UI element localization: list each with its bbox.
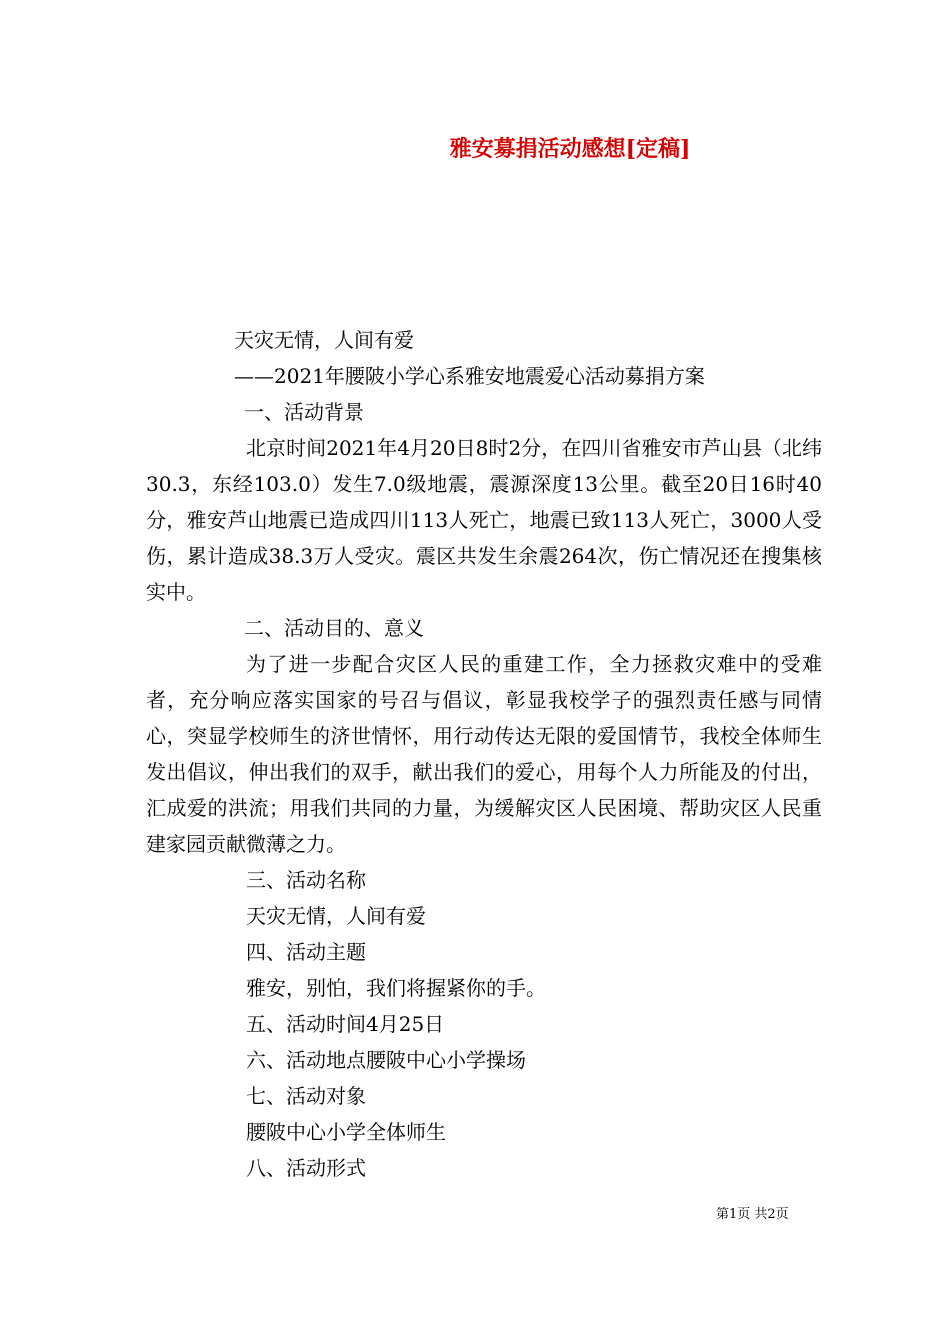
document-body bbox=[146, 322, 822, 1186]
intro-line: 天灾无情，人间有爱 bbox=[234, 328, 414, 352]
paragraph-purpose: 为了进一步配合灾区人民的重建工作，全力拯救灾难中的受难者，充分响应落实国家的号召与倡议，彰显我校学子的强烈责任感与同情心，突显学校师生的济世情怀，用行动传达无限的爱国情节，我校全体师生发出倡议，伸出我们的双手，献出我们的爱心，用每个人力所能及的付出，汇成爱的洪流；用我们共同的力量，为缓解灾区人民困境、帮助灾区人民重建家园贡献微薄之力。 bbox=[146, 652, 822, 856]
section-heading: 三、活动名称 bbox=[246, 868, 366, 892]
document-title: 雅安募捐活动感想[定稿] bbox=[449, 136, 691, 162]
paragraph-background: 北京时间2021年4月20日8时2分，在四川省雅安市芦山县（北纬30.3，东经103.0）发生7.0级地震，震源深度13公里。截至20日16时40分，雅安芦山地震已造成四川113人死亡，地震已致113人死亡，3000人受伤，累计造成38.3万人受灾。震区共发生余震264次，伤亡情况还在搜集核实中。 bbox=[146, 436, 822, 604]
section-heading: 四、活动主题 bbox=[246, 940, 366, 964]
page-number-footer: 第1页 共2页 bbox=[716, 1207, 789, 1222]
section-value: 腰陂中心小学全体师生 bbox=[246, 1120, 446, 1144]
section-heading: 二、活动目的、意义 bbox=[244, 616, 424, 640]
section-heading: 六、活动地点腰陂中心小学操场 bbox=[246, 1048, 526, 1072]
section-heading: 七、活动对象 bbox=[246, 1084, 366, 1108]
section-heading: 八、活动形式 bbox=[246, 1156, 366, 1180]
subtitle-line: ——2021年腰陂小学心系雅安地震爱心活动募捐方案 bbox=[234, 364, 705, 388]
section-heading: 五、活动时间4月25日 bbox=[246, 1012, 445, 1036]
section-heading: 一、活动背景 bbox=[244, 400, 364, 424]
section-value: 天灾无情，人间有爱 bbox=[246, 904, 426, 928]
section-value: 雅安，别怕，我们将握紧你的手。 bbox=[246, 976, 546, 1000]
